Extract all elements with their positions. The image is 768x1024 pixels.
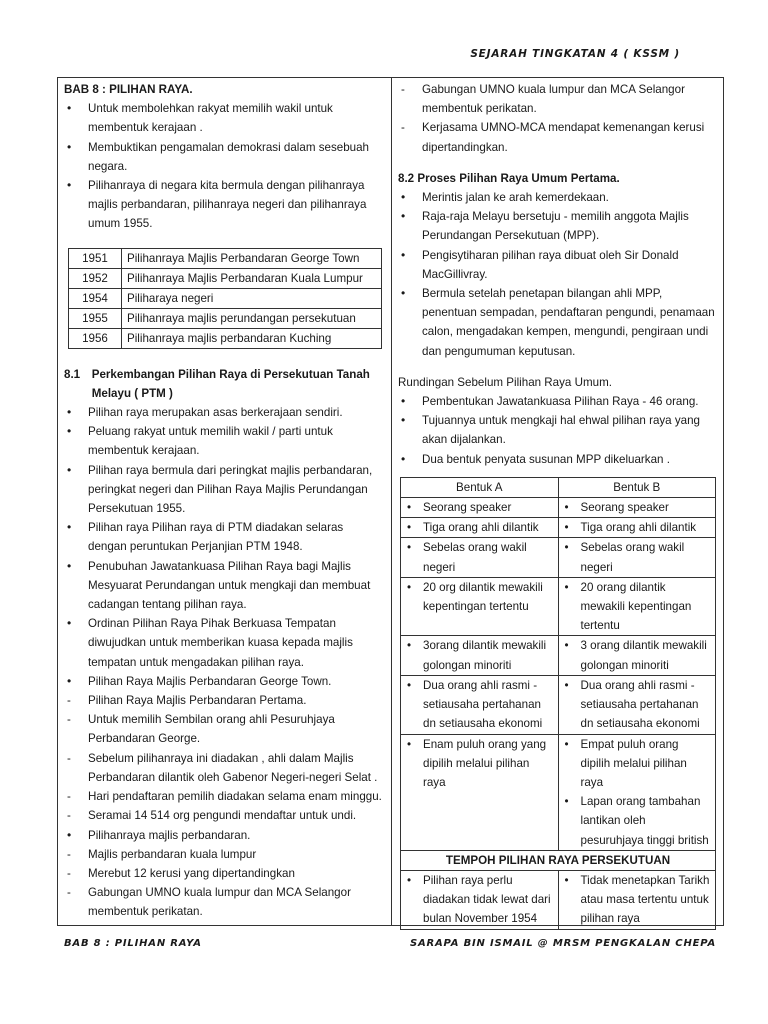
column-divider — [391, 77, 392, 926]
continued-list — [398, 80, 716, 157]
section-8-1-heading — [64, 365, 384, 403]
cell-a — [401, 734, 559, 850]
cell-item: • 20 org dilantik mewakili kepentingan tertentu — [405, 578, 554, 616]
list-item: • Pilihan raya bermula dari peringkat majlis perbandaran, peringkat negeri dan Pilihan Raya Majlis Perundangan Persekutuan 1955. — [64, 461, 384, 519]
list-item: • Pembentukan Jawatankuasa Pilihan Raya - 46 orang. — [398, 392, 716, 411]
section-title: Perkembangan Pilihan Raya di Persekutuan Tanah Melayu ( PTM ) — [91, 367, 370, 400]
footer-left: BAB 8 : PILIHAN RAYA — [64, 938, 202, 949]
list-item: • Pilihan Raya Majlis Perbandaran George Town. — [64, 672, 384, 691]
year-cell: 1955 — [69, 308, 122, 328]
tempoh-row — [401, 870, 716, 929]
list-item: - Majlis perbandaran kuala lumpur — [64, 845, 384, 864]
page-header: SEJARAH TINGKATAN 4 ( KSSM ) — [470, 48, 680, 60]
list-item: • Pilihan raya Pilihan raya di PTM diadakan selaras dengan peruntukan Perjanjian PTM 1948. — [64, 518, 384, 556]
table-row — [401, 538, 716, 577]
table-row — [401, 577, 716, 636]
cell-item: • Tiga orang ahli dilantik — [563, 518, 712, 537]
list-item: - Gabungan UMNO kuala lumpur dan MCA Selangor membentuk perikatan. — [398, 80, 716, 118]
list-item: • Bermula setelah penetapan bilangan ahli MPP, penentuan sempadan, pendaftaran pengundi, penamaan calon, mengadakan kempen, mengundi, pengiraan undi dan pengumuman keputusan. — [398, 284, 716, 361]
cell-b — [558, 577, 716, 636]
list-item: - Pilihan Raya Majlis Perbandaran Pertama. — [64, 691, 384, 710]
comparison-table — [400, 477, 716, 930]
cell-b — [558, 734, 716, 850]
list-item: - Untuk memilih Sembilan orang ahli Pesuruhjaya Perbandaran George. — [64, 710, 384, 748]
tempoh-cell-a — [401, 870, 559, 929]
list-item: - Gabungan UMNO kuala lumpur dan MCA Selangor membentuk perikatan. — [64, 883, 384, 921]
list-item: • Penubuhan Jawatankuasa Pilihan Raya bagi Majlis Mesyuarat Perundangan untuk mengkaji dan membuat cadangan tentang pilihan raya. — [64, 557, 384, 615]
list-item: • Tujuannya untuk mengkaji hal ehwal pilihan raya yang akan dijalankan. — [398, 411, 716, 449]
right-column — [398, 80, 716, 930]
list-item: • Peluang rakyat untuk memilih wakil / parti untuk membentuk kerajaan. — [64, 422, 384, 460]
list-item: • Ordinan Pilihan Raya Pihak Berkuasa Tempatan diwujudkan untuk memberikan kuasa kepada majlis tempatan untuk mengadakan pilihan raya. — [64, 614, 384, 672]
cell-a — [401, 636, 559, 675]
cell-item: • Sebelas orang wakil negeri — [405, 538, 554, 576]
rundingan-heading: Rundingan Sebelum Pilihan Raya Umum. — [398, 375, 612, 389]
cell-item: • Enam puluh orang yang dipilih melalui pilihan raya — [405, 735, 554, 793]
chapter-title: BAB 8 : PILIHAN RAYA. — [64, 83, 193, 96]
list-item: - Kerjasama UMNO-MCA mendapat kemenangan kerusi dipertandingkan. — [398, 118, 716, 156]
cell-a — [401, 538, 559, 577]
section-8-2-heading: 8.2 Proses Pilihan Raya Umum Pertama. — [398, 171, 620, 185]
cell-item: • Seorang speaker — [405, 498, 554, 517]
list-item: • Dua bentuk penyata susunan MPP dikeluarkan . — [398, 450, 716, 469]
list-item: • Merintis jalan ke arah kemerdekaan. — [398, 188, 716, 207]
event-cell: Pilihanraya majlis perbandaran Kuching — [122, 328, 382, 348]
table-header-row — [401, 477, 716, 497]
event-cell: Pilihanraya majlis perundangan persekutuan — [122, 308, 382, 328]
list-item: • Pilihan raya merupakan asas berkerajaan sendiri. — [64, 403, 384, 422]
table-row — [69, 328, 382, 348]
table-row — [401, 675, 716, 734]
section-8-1-list — [64, 403, 384, 921]
intro-list — [64, 99, 384, 233]
list-item: • Untuk membolehkan rakyat memilih wakil untuk membentuk kerajaan . — [64, 99, 384, 137]
cell-item: • Pilihan raya perlu diadakan tidak lewat dari bulan November 1954 — [405, 871, 554, 929]
list-item: • Membuktikan pengamalan demokrasi dalam sesebuah negara. — [64, 138, 384, 176]
cell-item: • Sebelas orang wakil negeri — [563, 538, 712, 576]
table-row — [69, 268, 382, 288]
list-item: - Hari pendaftaran pemilih diadakan selama enam minggu. — [64, 787, 384, 806]
event-cell: Pilihanraya Majlis Perbandaran George Town — [122, 248, 382, 268]
cell-item: • Empat puluh orang dipilih melalui pilihan raya — [563, 735, 712, 793]
cell-item: • Dua orang ahli rasmi - setiausaha pertahanan dn setiausaha ekonomi — [563, 676, 712, 734]
table-row — [69, 248, 382, 268]
section-number: 8.1 — [64, 367, 81, 381]
cell-item: • Lapan orang tambahan lantikan oleh pesuruhjaya tinggi british — [563, 792, 712, 850]
cell-b — [558, 675, 716, 734]
year-cell: 1954 — [69, 288, 122, 308]
cell-a — [401, 498, 559, 518]
cell-item: • Tiga orang ahli dilantik — [405, 518, 554, 537]
year-cell: 1956 — [69, 328, 122, 348]
cell-a — [401, 675, 559, 734]
table-row — [69, 308, 382, 328]
column-header-a: Bentuk A — [401, 477, 559, 497]
list-item: • Raja-raja Melayu bersetuju - memilih anggota Majlis Perundangan Persekutuan (MPP). — [398, 207, 716, 245]
cell-item: • 3 orang dilantik mewakili golongan minoriti — [563, 636, 712, 674]
table-row — [401, 734, 716, 850]
list-item: - Sebelum pilihanraya ini diadakan , ahli dalam Majlis Perbandaran dilantik oleh Gabenor Negeri-negeri Selat . — [64, 749, 384, 787]
cell-b — [558, 518, 716, 538]
cell-b — [558, 636, 716, 675]
table-row — [401, 498, 716, 518]
list-item: • Pengisytiharan pilihan raya dibuat oleh Sir Donald MacGillivray. — [398, 246, 716, 284]
rundingan-list — [398, 392, 716, 469]
cell-item: • 20 orang dilantik mewakili kepentingan tertentu — [563, 578, 712, 636]
event-cell: Pilihanraya Majlis Perbandaran Kuala Lumpur — [122, 268, 382, 288]
list-item: • Pilihanraya di negara kita bermula dengan pilihanraya majlis perbandaran, pilihanraya negeri dan pilihanraya umum 1955. — [64, 176, 384, 234]
tempoh-title: TEMPOH PILIHAN RAYA PERSEKUTUAN — [401, 850, 716, 870]
cell-item: • Seorang speaker — [563, 498, 712, 517]
left-column — [64, 80, 384, 922]
table-row — [69, 288, 382, 308]
tempoh-cell-b — [558, 870, 716, 929]
year-cell: 1952 — [69, 268, 122, 288]
list-item: • Pilihanraya majlis perbandaran. — [64, 826, 384, 845]
table-row — [401, 518, 716, 538]
event-cell: Piliharaya negeri — [122, 288, 382, 308]
table-row — [401, 636, 716, 675]
cell-item: • Tidak menetapkan Tarikh atau masa tertentu untuk pilihan raya — [563, 871, 712, 929]
cell-a — [401, 577, 559, 636]
cell-item: • Dua orang ahli rasmi - setiausaha pertahanan dn setiausaha ekonomi — [405, 676, 554, 734]
cell-item: • 3orang dilantik mewakili golongan minoriti — [405, 636, 554, 674]
cell-a — [401, 518, 559, 538]
cell-b — [558, 498, 716, 518]
column-header-b: Bentuk B — [558, 477, 716, 497]
list-item: - Merebut 12 kerusi yang dipertandingkan — [64, 864, 384, 883]
cell-b — [558, 538, 716, 577]
list-item: - Seramai 14 514 org pengundi mendaftar untuk undi. — [64, 806, 384, 825]
section-8-2-list — [398, 188, 716, 361]
footer-right: SARAPA BIN ISMAIL @ MRSM PENGKALAN CHEPA — [409, 938, 716, 949]
tempoh-title-row — [401, 850, 716, 870]
year-cell: 1951 — [69, 248, 122, 268]
years-table — [68, 248, 382, 349]
